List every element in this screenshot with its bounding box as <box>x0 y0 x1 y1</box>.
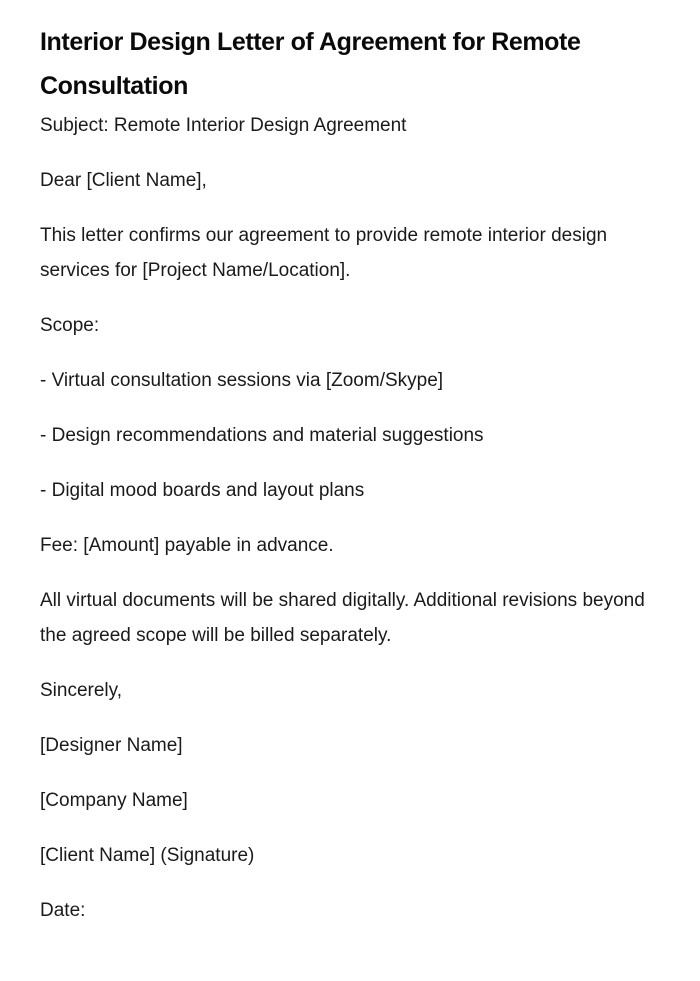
letter-document <box>40 20 660 928</box>
company-name: [Company Name] <box>40 790 188 811</box>
closing: Sincerely, <box>40 680 123 701</box>
document-title: Interior Design Letter of Agreement for Remote Consultation <box>40 28 581 100</box>
scope-item: - Digital mood boards and layout plans <box>40 480 365 501</box>
scope-item: - Virtual consultation sessions via [Zoom/Skype] <box>40 370 444 391</box>
scope-heading: Scope: <box>40 315 100 336</box>
scope-item: - Design recommendations and material suggestions <box>40 425 484 446</box>
fee-line: Fee: [Amount] payable in advance. <box>40 535 334 556</box>
greeting: Dear [Client Name], <box>40 170 207 191</box>
designer-name: [Designer Name] <box>40 735 183 756</box>
subject-line: Subject: Remote Interior Design Agreement <box>40 115 407 136</box>
client-signature-line: [Client Name] (Signature) <box>40 845 255 866</box>
intro-paragraph: This letter confirms our agreement to provide remote interior design services for [Project Name/Location]. <box>40 225 608 281</box>
terms-paragraph: All virtual documents will be shared digitally. Additional revisions beyond the agreed scope will be billed separately. <box>40 590 645 646</box>
date-line: Date: <box>40 900 86 921</box>
